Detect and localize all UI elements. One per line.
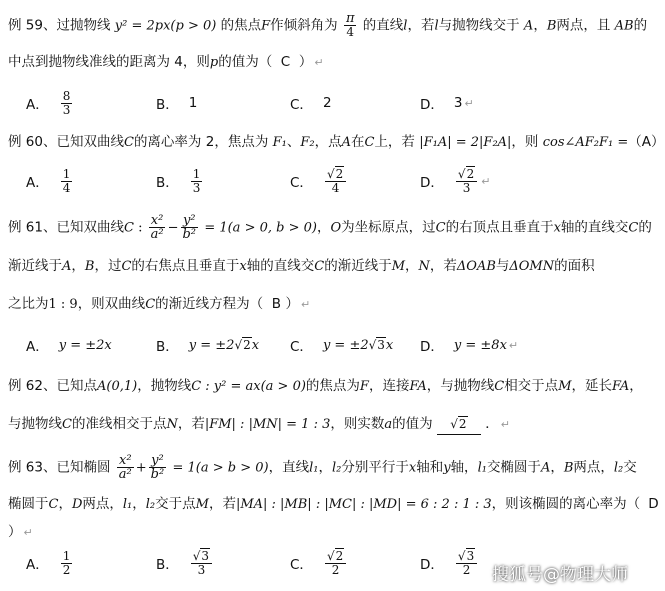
ex59-option-d: D． 3 ↵ [420,95,474,113]
ex60-option-a: A． $\frac{1}{4}$ [26,166,71,195]
ex63-option-d: D． $\frac{√3}{2}$ [420,546,479,580]
ex63-answer: D [648,496,659,512]
ex62-answer-blank: √2 [437,414,481,435]
ex62-line1: 例 62、已知点A(0,1)，抛物线C : y² = ax(a > 0)的焦点为F，连接FA，与抛物线C相交于点M，延长FA， [8,378,643,394]
ex59-option-b: B． 1 [156,95,198,113]
ex60-answer: （A） [628,134,665,150]
ex61-options [0,328,640,362]
ex59-option-a: A． $\frac{8}{3}$ [26,88,71,117]
ex61-option-a: A． y = ±2x [26,337,112,355]
ex61-line3: 之比为1 : 9，则双曲线C的渐近线方程为（ B ） ↵ [8,296,311,312]
ex61-line1: 例 61、已知双曲线C : $\frac{\text{x²}}{\text{a²}}$ − $\frac{\text{y²}}{\text{b²}}$ = 1(a > 0, b > 0)，O为坐标原点，过C的右顶点且垂直于x轴的直线交C的 [8,213,652,242]
ex61-answer: B [271,296,282,312]
ex60-options [0,164,640,198]
ex61-option-d: D． y = ±8x ↵ [420,337,519,355]
ex59-option-c: C． 2 [290,95,332,113]
ex63-line2: 椭圆于C，D两点，l₁，l₂交于点M，若|MA| : |MB| : |MC| : |MD| = 6 : 2 : 1 : 3，则该椭圆的离心率为（ D [8,494,662,515]
ex59-line1: 例 59、过抛物线 y² = 2px(p > 0) 的焦点F作倾斜角为 $\frac{\pi}{4}$ 的直线l，若l与抛物线交于 A，B两点，且 AB的 [8,11,648,39]
ex59-options [0,86,640,120]
ex60-option-c: C． $\frac{√2}{4}$ [290,164,348,198]
ex62-line2: 与抛物线C的准线相交于点N，若|FM| : |MN| = 1 : 3，则实数a的值为 √2 ． ↵ [8,414,510,435]
ex61-option-b: B． y = ±2 √2 x [156,337,260,355]
ex59-line2: 中点到抛物线准线的距离为 4，则p的值为（ C ） ↵ [8,54,324,70]
ex59-parabola-eq: y² = 2px(p > 0) [114,18,217,34]
ex60-condition: |F₁A| = 2|F₂A| [419,135,512,150]
ex59-angle-fraction: $\frac{\pi}{4}$ [345,11,355,39]
ex63-option-a: A． $\frac{1}{2}$ [26,548,71,577]
ex59-answer: C [280,54,291,70]
ex60-option-d: D． $\frac{√2}{3}$ ↵ [420,166,491,195]
ex63-option-c: C． $\frac{√2}{2}$ [290,546,348,580]
ex60-line1: 例 60、已知双曲线C的离心率为 2，焦点为 F₁、F₂，点A在C上，若 |F₁A| = 2|F₂A|，则 cos∠AF₂F₁ =（A） [8,134,665,150]
ex63-option-b: B． $\frac{√3}{3}$ [156,546,214,580]
ex61-option-c: C． y = ±2 √3 x [290,337,394,355]
watermark: 搜狐号@物理大师 [492,565,628,585]
ex60-option-b: B． $\frac{1}{3}$ [156,166,201,195]
ex63-line3: ） ↵ [8,524,33,540]
ex61-line2: 渐近线于A，B，过C的右焦点且垂直于x轴的直线交C的渐近线于M，N，若ΔOAB与ΔOMN的面积 [8,258,595,274]
return-mark-icon: ↵ [314,56,324,69]
ex63-line1: 例 63、已知椭圆 $\frac{\text{x²}}{\text{a²}}$ + $\frac{\text{y²}}{\text{b²}}$ = 1(a > b > 0)，直线l₁，l₂分别平行于x轴和y轴，l₁交椭圆于A，B两点，l₂交 [8,453,637,482]
